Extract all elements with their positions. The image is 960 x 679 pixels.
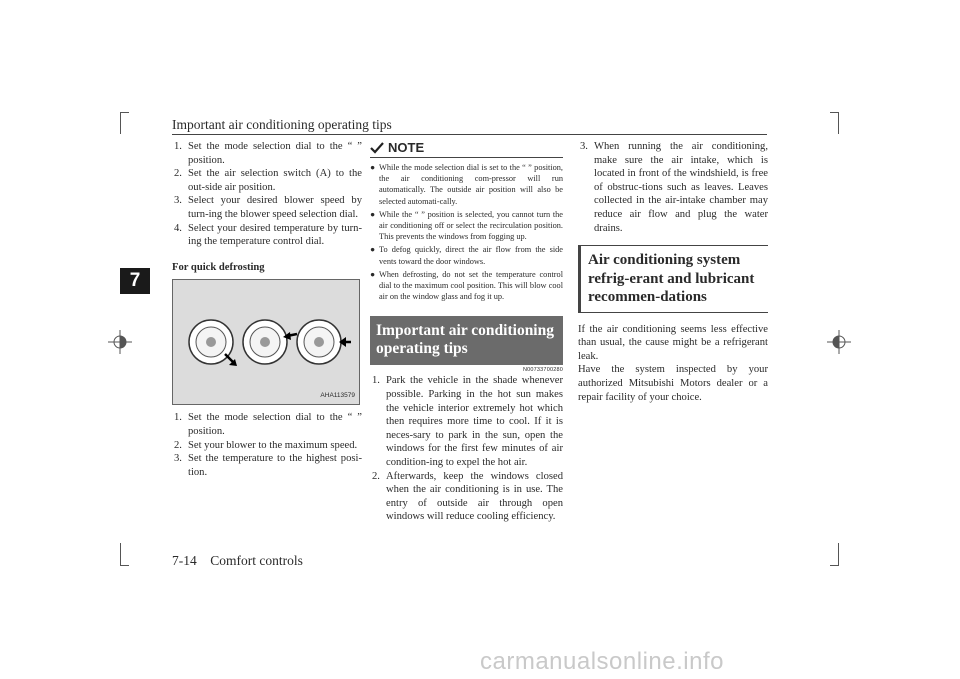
list-item: ● While the mode selection dial is set to the “ ” position, the air conditioning com-pressor will run automatically. The outside air position will also be selected automati-cally. (370, 163, 563, 206)
list-item: ● To defog quickly, direct the air flow from the side vents toward the door windows. (370, 245, 563, 266)
list-item: 1. Park the vehicle in the shade whenever possible. Parking in the hot sun makes the vehicle interior extremely hot which then requires more time to cool. If it is neces-sary to park in the sun, open the windows for the first few minutes of air condition-ing to expel the hot air. (372, 375, 563, 468)
list-item: 4. Select your desired temperature by turn-ing the temperature control dial. (174, 222, 362, 248)
subheading-quick-defrosting: For quick defrosting (172, 261, 265, 273)
page-number: 7-14 (172, 553, 197, 568)
figure-label: AHA113579 (320, 391, 355, 399)
section-banner: Important air conditioning operating tips (370, 316, 563, 365)
section-code: N00733700280 (522, 367, 563, 374)
registration-mark-left (108, 330, 132, 354)
page-footer (172, 553, 303, 569)
mode-dial-icon (297, 320, 341, 364)
bullet-icon: ● (370, 163, 376, 172)
chapter-tab: 7 (120, 268, 150, 294)
climate-control-panel-figure (172, 279, 360, 405)
column-3 (578, 140, 768, 404)
blower-dial-icon (189, 320, 233, 364)
list-item: 2. Set your blower to the maximum speed. (174, 439, 358, 451)
bullet-icon: ● (370, 245, 376, 255)
paragraph: If the air conditioning seems less effective than usual, the cause might be a refrigerant leak. (578, 323, 768, 362)
list-item: ● While the “ ” position is selected, you cannot turn the air conditioning off or select the recirculation position. This prevents the windows from fogging up. (370, 209, 563, 242)
checkmark-icon (370, 142, 384, 154)
watermark: carmanualsonline.info (480, 648, 724, 675)
steps-bottom-list (172, 411, 362, 479)
header-rule (172, 134, 767, 135)
step-3-list (578, 140, 768, 235)
list-item: 3. Select your desired blower speed by turn-ing the blower speed selection dial. (174, 195, 362, 220)
paragraph: Have the system inspected by your authorized Mitsubishi Motors dealer or a repair facility of your choice. (578, 364, 768, 403)
column-1 (172, 140, 362, 479)
list-item: 1. Set the mode selection dial to the “ ” position. (174, 141, 362, 166)
bullet-icon: ● (370, 209, 376, 219)
note-header (370, 140, 563, 158)
list-item: 3. When running the air conditioning, make sure the air intake, which is located in front of the windshield, is free of obstruc-tions such as leaves. Leaves collected in the air-intake chamber may reduce air flow and plug the water drains. (580, 141, 768, 234)
note-heading: NOTE (388, 140, 425, 155)
list-item: 2. Afterwards, keep the windows closed when the air conditioning is in use. The entry of outside air through open windows will reduce cooling efficiency. (372, 470, 563, 523)
note-list (370, 162, 563, 302)
page-header-title: Important air conditioning operating tips (172, 117, 392, 132)
list-item: 2. Set the air selection switch (A) to the out-side air position. (174, 168, 362, 193)
registration-mark-right (827, 330, 851, 354)
refrigerant-section-heading: Air conditioning system refrig-erant and lubricant recommen-dations (578, 245, 768, 313)
section2-steps (370, 374, 563, 524)
temperature-dial-icon (243, 320, 287, 364)
steps-top-list (172, 140, 362, 249)
section-name: Comfort controls (210, 553, 303, 568)
note-box (370, 140, 563, 524)
list-item: 1. Set the mode selection dial to the “ ” position. (174, 412, 362, 437)
list-item: ● When defrosting, do not set the temperature control dial to the maximum cool position. This will blow cool air on the window glass and fog it up. (370, 269, 563, 302)
climate-dials-illustration (173, 280, 359, 404)
list-item: 3. Set the temperature to the highest posi-tion. (174, 453, 362, 478)
bullet-icon: ● (370, 269, 376, 279)
